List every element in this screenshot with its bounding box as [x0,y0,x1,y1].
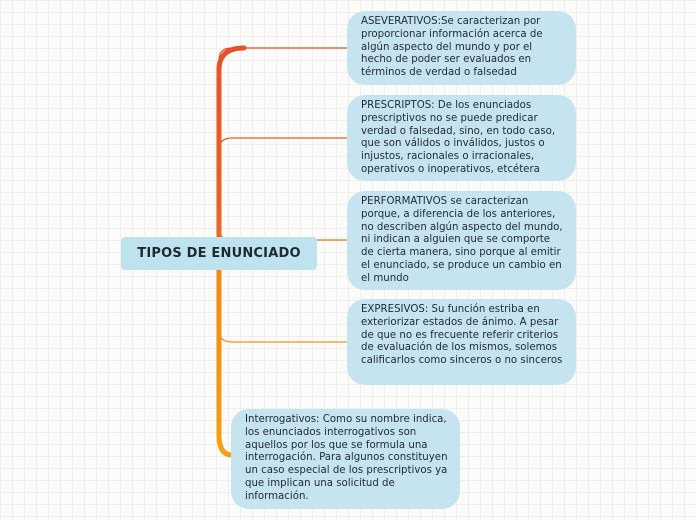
topic-performativos[interactable]: PERFORMATIVOS se caracterizan porque, a diferencia de los anteriores, no describen algún aspecto del mundo, ni indican a alguien que se comporte de cierta manera, sino porque al emitir el enunciado, se produce un cambio en el mundo [347,191,576,290]
topic-expresivos[interactable]: EXPRESIVOS: Su función estriba en exteriorizar estados de ánimo. A pesar de que no es frecuente referir criterios de evaluación de los mismos, solemos calificarlos como sinceros o no sinceros [347,299,576,385]
topic-aseverativos[interactable]: ASEVERATIVOS:Se caracterizan por proporcionar información acerca de algún aspecto del mundo y por el hecho de poder ser evaluados en términos de verdad o falsedad [347,11,576,85]
branch-line-expresivos [219,330,347,342]
branch-line-prescriptos [219,138,347,150]
topic-prescriptos[interactable]: PRESCRIPTOS: De los enunciados prescriptivos no se puede predicar verdad o falsedad, sino, en todo caso, que son válidos o inválidos, justos o injustos, racionales o irracionales, operativos o inoperativos, etcétera [347,95,576,181]
topic-interrogativos[interactable]: Interrogativos: Como su nombre indica, los enunciados interrogativos son aquellos por los que se formula una interrogación. Para algunos constituyen un caso especial de los prescriptivos ya que implican una solicitud de información. [231,409,460,509]
central-topic[interactable]: TIPOS DE ENUNCIADO [121,237,317,270]
